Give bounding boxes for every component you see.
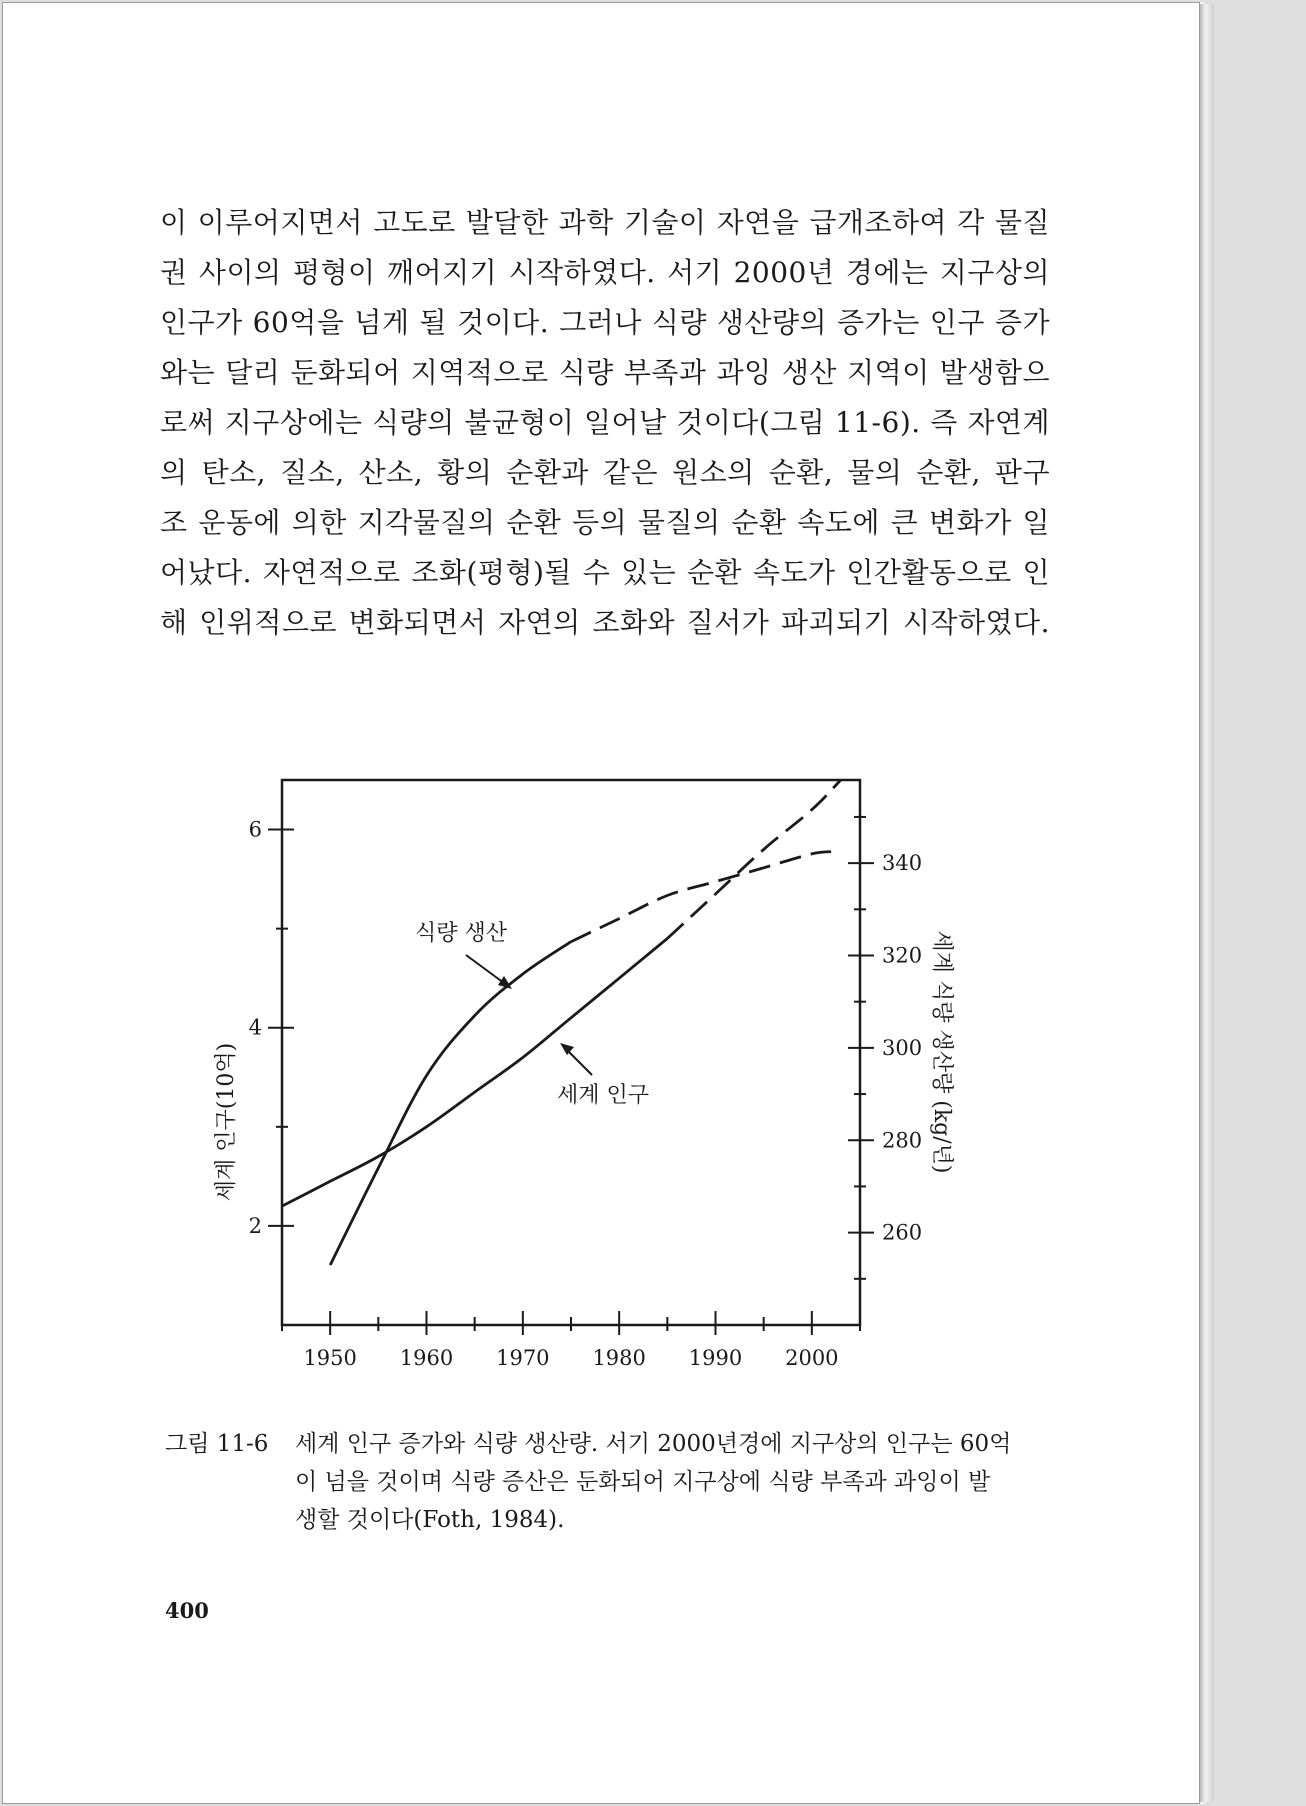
- body-line: 이 이루어지면서 고도로 발달한 과학 기술이 자연을 급개조하여 각 물질: [160, 206, 1050, 239]
- y-axis-title-left: 세계 인구(10억): [214, 1042, 239, 1202]
- x-tick-label: 1980: [592, 1346, 646, 1370]
- x-tick-label: 1960: [399, 1346, 454, 1370]
- caption-label: 그림 11-6: [165, 1431, 269, 1457]
- body-line: 의 탄소, 질소, 산소, 황의 순환과 같은 원소의 순환, 물의 순환, 판구: [160, 456, 1050, 489]
- page-edge: [1200, 4, 1214, 1802]
- body-line: 조 운동에 의한 지각물질의 순환 등의 물질의 순환 속도에 큰 변화가 일: [160, 506, 1050, 539]
- body-line: 와는 달리 둔화되어 지역적으로 식량 부족과 과잉 생산 지역이 발생함으: [160, 356, 1050, 389]
- x-tick-label: 1950: [303, 1346, 357, 1370]
- body-line: 권 사이의 평형이 깨어지기 시작하였다. 서기 2000년 경에는 지구상의: [160, 256, 1050, 289]
- x-tick-label: 1970: [496, 1346, 550, 1370]
- page-number: 400: [165, 1598, 209, 1623]
- body-line: 해 인위적으로 변화되면서 자연의 조화와 질서가 파괴되기 시작하였다.: [160, 606, 1050, 639]
- body-line: 인구가 60억을 넘게 될 것이다. 그러나 식량 생산량의 증가는 인구 증가: [160, 306, 1050, 339]
- y-tick-label-left: 6: [248, 817, 262, 842]
- y-axis-title-right: 세계 식량 생산량 (kg/년): [929, 930, 954, 1174]
- caption-text: [295, 1425, 1060, 1539]
- annotation-world-population: 세계 인구: [557, 1083, 650, 1108]
- x-tick-label: 1990: [688, 1346, 743, 1370]
- y-tick-label-left: 4: [248, 1015, 262, 1040]
- body-line: 로써 지구상에는 식량의 불균형이 일어날 것이다(그림 11-6). 즉 자연계: [160, 406, 1050, 439]
- x-tick-label: 2000: [785, 1346, 839, 1370]
- caption-line: 이 넘을 것이며 식량 증산은 둔화되어 지구상에 식량 부족과 과잉이 발: [295, 1469, 991, 1495]
- body-line: 어났다. 자연적으로 조화(평형)될 수 있는 순환 속도가 인간활동으로 인: [160, 556, 1050, 589]
- y-tick-label-right: 320: [882, 943, 923, 968]
- y-tick-label-right: 260: [882, 1220, 923, 1245]
- y-tick-label-right: 280: [882, 1128, 923, 1153]
- y-tick-label-right: 300: [882, 1035, 923, 1060]
- annotation-food-production: 식량 생산: [415, 921, 508, 946]
- y-tick-label-right: 340: [882, 851, 923, 876]
- body-paragraph: [160, 198, 1050, 648]
- caption-line: 세계 인구 증가와 식량 생산량. 서기 2000년경에 지구상의 인구는 60억: [295, 1431, 1012, 1457]
- y-tick-label-left: 2: [248, 1213, 262, 1238]
- caption-line: 생할 것이다(Foth, 1984).: [295, 1507, 565, 1533]
